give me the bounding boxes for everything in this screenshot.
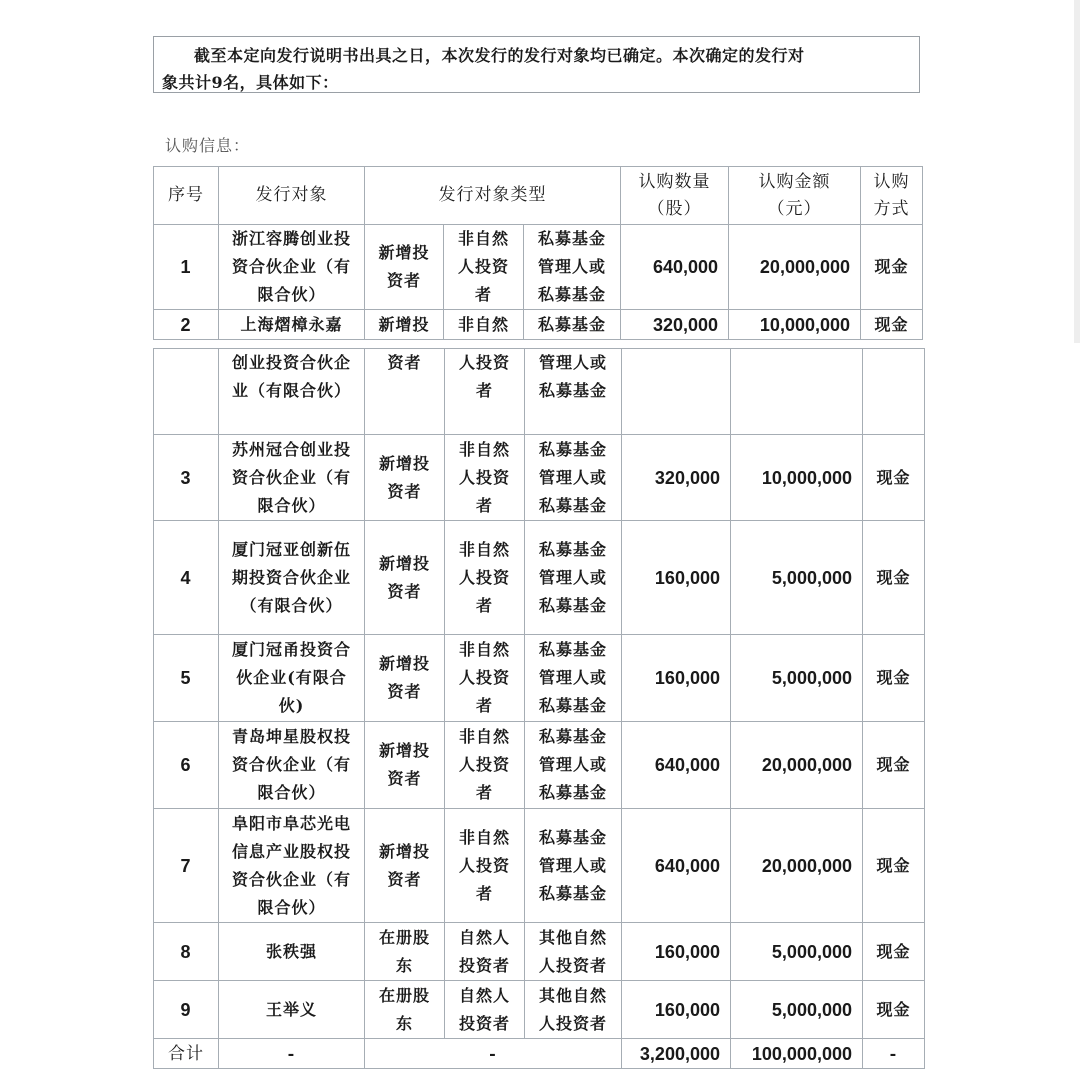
row-seq: 3 bbox=[154, 435, 219, 521]
page-edge bbox=[1074, 0, 1080, 343]
row-amount: 20,000,000 bbox=[731, 722, 863, 809]
row-method: 现金 bbox=[863, 521, 925, 635]
header-type: 发行对象类型 bbox=[365, 167, 621, 225]
row-quantity: 320,000 bbox=[621, 310, 729, 340]
row-type3: 私募基金管理人或私募基金 bbox=[525, 521, 622, 635]
row-type1: 新增投资者 bbox=[365, 225, 444, 310]
header-amount-line2: （元） bbox=[767, 198, 822, 219]
table-row bbox=[154, 981, 925, 1039]
table-row bbox=[154, 635, 925, 722]
row-quantity: 640,000 bbox=[621, 225, 729, 310]
row-amount: 20,000,000 bbox=[731, 809, 863, 923]
row-type3: 私募基金管理人或私募基金 bbox=[525, 809, 622, 923]
row-type3: 私募基金管理人或私募基金 bbox=[525, 722, 622, 809]
row-method: 现金 bbox=[861, 310, 923, 340]
row-method: 现金 bbox=[861, 225, 923, 310]
row-type3: 其他自然人投资者 bbox=[525, 923, 622, 981]
row-type1: 新增投资者 bbox=[365, 521, 445, 635]
row-method: 现金 bbox=[863, 981, 925, 1039]
row-type1: 新增投资者 bbox=[365, 809, 445, 923]
header-quantity bbox=[621, 167, 729, 225]
row-issuer: 厦门冠甬投资合伙企业(有限合伙) bbox=[219, 635, 365, 722]
intro-line-1: 截至本定向发行说明书出具之日，本次发行的发行对象均已确定。本次确定的发行对 bbox=[194, 46, 805, 65]
total-amount: 100,000,000 bbox=[731, 1039, 863, 1069]
row-issuer: 苏州冠合创业投资合伙企业（有限合伙） bbox=[219, 435, 365, 521]
row-type1: 在册股东 bbox=[365, 981, 445, 1039]
header-issuer: 发行对象 bbox=[219, 167, 365, 225]
row-type2: 非自然人投资者 bbox=[445, 809, 525, 923]
row-type2: 非自然人投资者 bbox=[445, 521, 525, 635]
subscription-table-part-1 bbox=[153, 166, 923, 340]
row-issuer: 厦门冠亚创新伍期投资合伙企业（有限合伙） bbox=[219, 521, 365, 635]
row-issuer-part1: 上海熠樟永嘉 bbox=[219, 310, 365, 340]
row-amount: 20,000,000 bbox=[729, 225, 861, 310]
row-method: 现金 bbox=[863, 809, 925, 923]
total-quantity: 3,200,000 bbox=[622, 1039, 731, 1069]
total-type: - bbox=[365, 1039, 622, 1069]
row-amount: 5,000,000 bbox=[731, 981, 863, 1039]
row-quantity: 160,000 bbox=[622, 635, 731, 722]
row-type2: 非自然人投资者 bbox=[445, 635, 525, 722]
header-method-line2: 方式 bbox=[873, 198, 910, 219]
header-amount bbox=[729, 167, 861, 225]
intro-paragraph bbox=[153, 36, 920, 93]
row-type3: 私募基金管理人或私募基金 bbox=[525, 635, 622, 722]
row-issuer-part2: 创业投资合伙企业（有限合伙） bbox=[219, 349, 365, 435]
table-row bbox=[154, 521, 925, 635]
header-quantity-line2: （股） bbox=[647, 198, 702, 219]
row-quantity: 160,000 bbox=[622, 981, 731, 1039]
row-quantity-empty bbox=[622, 349, 731, 435]
table-row-continued bbox=[154, 349, 925, 435]
total-issuer: - bbox=[219, 1039, 365, 1069]
row-type2-part1: 非自然 bbox=[444, 310, 524, 340]
row-quantity: 160,000 bbox=[622, 923, 731, 981]
table-header-row bbox=[154, 167, 923, 225]
row-amount: 10,000,000 bbox=[729, 310, 861, 340]
row-quantity: 160,000 bbox=[622, 521, 731, 635]
row-amount: 10,000,000 bbox=[731, 435, 863, 521]
row-method: 现金 bbox=[863, 435, 925, 521]
row-issuer: 青岛坤星股权投资合伙企业（有限合伙） bbox=[219, 722, 365, 809]
row-type1: 新增投资者 bbox=[365, 435, 445, 521]
row-type2: 自然人投资者 bbox=[445, 923, 525, 981]
row-type1-part1: 新增投 bbox=[365, 310, 444, 340]
table-row bbox=[154, 310, 923, 340]
row-quantity: 640,000 bbox=[622, 809, 731, 923]
table-row bbox=[154, 225, 923, 310]
row-type1-part2: 资者 bbox=[365, 349, 445, 435]
row-type1: 在册股东 bbox=[365, 923, 445, 981]
row-type1: 新增投资者 bbox=[365, 722, 445, 809]
row-type2: 非自然人投资者 bbox=[445, 435, 525, 521]
row-seq: 7 bbox=[154, 809, 219, 923]
header-method bbox=[861, 167, 923, 225]
subscription-caption: 认购信息： bbox=[165, 136, 251, 155]
header-method-line1: 认购 bbox=[873, 171, 910, 192]
row-issuer: 阜阳市阜芯光电信息产业股权投资合伙企业（有限合伙） bbox=[219, 809, 365, 923]
intro-line-2: 象共计9名，具体如下： bbox=[162, 73, 339, 92]
header-quantity-line1: 认购数量 bbox=[638, 171, 711, 192]
row-type3: 其他自然人投资者 bbox=[525, 981, 622, 1039]
row-seq: 9 bbox=[154, 981, 219, 1039]
row-seq: 1 bbox=[154, 225, 219, 310]
row-issuer: 张秩强 bbox=[219, 923, 365, 981]
row-method: 现金 bbox=[863, 722, 925, 809]
table-row bbox=[154, 923, 925, 981]
row-type2: 自然人投资者 bbox=[445, 981, 525, 1039]
row-amount: 5,000,000 bbox=[731, 923, 863, 981]
header-seq: 序号 bbox=[154, 167, 219, 225]
row-seq: 5 bbox=[154, 635, 219, 722]
table-row bbox=[154, 722, 925, 809]
row-method: 现金 bbox=[863, 635, 925, 722]
row-amount-empty bbox=[731, 349, 863, 435]
table-row bbox=[154, 809, 925, 923]
table-row bbox=[154, 435, 925, 521]
total-label: 合计 bbox=[154, 1039, 219, 1069]
total-method: - bbox=[863, 1039, 925, 1069]
row-type2: 非自然人投资者 bbox=[444, 225, 524, 310]
row-type1: 新增投资者 bbox=[365, 635, 445, 722]
row-method: 现金 bbox=[863, 923, 925, 981]
row-seq: 8 bbox=[154, 923, 219, 981]
row-type3-part2: 管理人或私募基金 bbox=[525, 349, 622, 435]
row-type3: 私募基金管理人或私募基金 bbox=[525, 435, 622, 521]
row-seq: 2 bbox=[154, 310, 219, 340]
header-amount-line1: 认购金额 bbox=[758, 171, 831, 192]
row-amount: 5,000,000 bbox=[731, 635, 863, 722]
row-amount: 5,000,000 bbox=[731, 521, 863, 635]
row-seq-empty bbox=[154, 349, 219, 435]
row-type2: 非自然人投资者 bbox=[445, 722, 525, 809]
row-issuer: 王举义 bbox=[219, 981, 365, 1039]
row-type3-part1: 私募基金 bbox=[524, 310, 621, 340]
row-quantity: 320,000 bbox=[622, 435, 731, 521]
row-type3: 私募基金管理人或私募基金 bbox=[524, 225, 621, 310]
table-total-row bbox=[154, 1039, 925, 1069]
row-seq: 6 bbox=[154, 722, 219, 809]
row-method-empty bbox=[863, 349, 925, 435]
subscription-table-part-2 bbox=[153, 348, 925, 1069]
row-type2-part2: 人投资者 bbox=[445, 349, 525, 435]
row-quantity: 640,000 bbox=[622, 722, 731, 809]
row-issuer: 浙江容腾创业投资合伙企业（有限合伙） bbox=[219, 225, 365, 310]
row-seq: 4 bbox=[154, 521, 219, 635]
